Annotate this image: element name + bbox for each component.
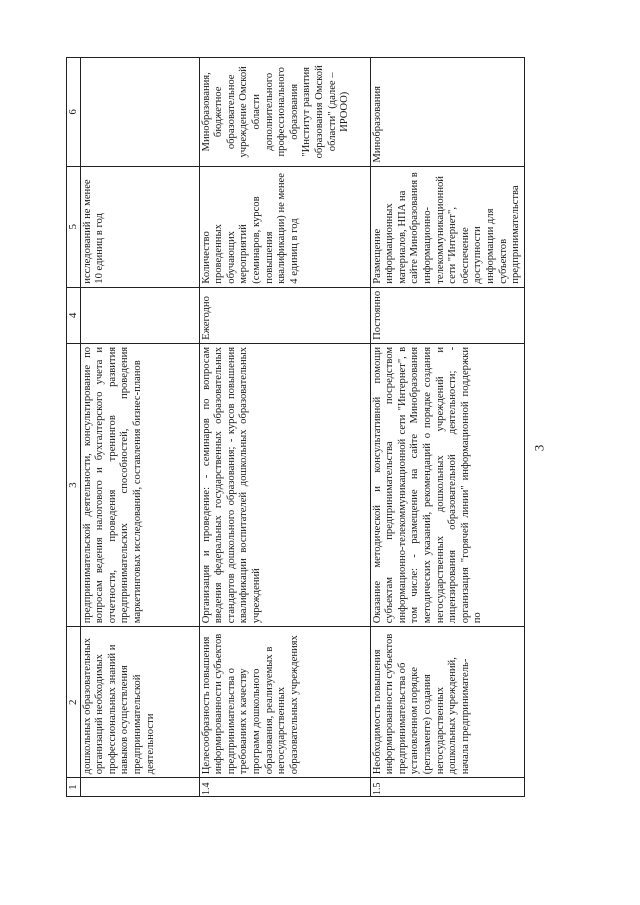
program-table bbox=[66, 57, 525, 797]
measure-cell: Организация и проведение: - семинаров по вопросам введения федеральных государственных образовательных стандартов дошкольного образования; - курсов повышения квалификации воспитателей дошкольных образовательных учреждений bbox=[199, 343, 370, 626]
measure-cell: Оказание методической и консультативной помощи субъектам предпринимательства посредством информационно-телекоммуникационной сети "Интернет", в том числе: - размещение на сайте Минобразования методических указаний, рекомендаций о порядке создания негосударственных дошкольных учреждений и лицензирования образовательной деятельности; - организация "горячей линии" информационной поддержки по bbox=[370, 343, 524, 626]
indicator-cell: Размещение информационных материалов, НПА на сайте Минобразования в информационно-телекоммуникационной сети "Интернет", обеспечение доступности информации для субъектов предпринимательства bbox=[370, 166, 524, 287]
header-col-5: 5 bbox=[67, 166, 81, 287]
header-col-6: 6 bbox=[67, 58, 81, 167]
header-row bbox=[67, 58, 81, 797]
responsible-cell: Минобразования, бюджетное образовательное учреждение Омской области дополнительного профессионального образования "Институт развития образования Омской области" (далее – ИРООО) bbox=[199, 58, 370, 167]
responsible-cell bbox=[80, 58, 199, 167]
program-table-wrapper bbox=[66, 57, 522, 797]
row-number: 1.4 bbox=[199, 778, 370, 797]
header-col-3: 3 bbox=[67, 343, 81, 626]
responsible-cell: Минобразования bbox=[370, 58, 524, 167]
term-cell: Постоянно bbox=[370, 287, 524, 343]
header-col-4: 4 bbox=[67, 287, 81, 343]
term-cell bbox=[80, 287, 199, 343]
problem-cell: дошкольных образовательных организаций необходимых профессиональных знаний и навыков осуществления предпринимательской деятельности bbox=[80, 627, 199, 778]
table-row bbox=[370, 58, 524, 797]
problem-cell: Целесообразность повышения информированности субъектов предпринимательства о требованиях к качеству программ дошкольного образования, реализуемых в негосударственных образовательных учреждениях bbox=[199, 627, 370, 778]
table-row bbox=[199, 58, 370, 797]
indicator-cell: исследований не менее 10 единиц в год bbox=[80, 166, 199, 287]
term-cell: Ежегодно bbox=[199, 287, 370, 343]
row-number bbox=[80, 778, 199, 797]
header-col-2: 2 bbox=[67, 627, 81, 778]
indicator-cell: Количество проведенных обучающих мероприятий (семинаров, курсов повышения квалификации) не менее 4 единиц в год bbox=[199, 166, 370, 287]
measure-cell: предпринимательской деятельности, консультирование по вопросам ведения налогового и бухгалтерского учета и отчетности, проведения тренингов развития предпринимательских способностей, проведения маркетинговых исследований, составления бизнес-планов bbox=[80, 343, 199, 626]
page-number: 3 bbox=[531, 444, 547, 452]
problem-cell: Необходимость повышения информированности субъектов предпринимательства об установленном порядке (регламенте) создания негосударственных дошкольных учреждений, начала предприниматель- bbox=[370, 627, 524, 778]
table-row bbox=[80, 58, 199, 797]
row-number: 1.5 bbox=[370, 778, 524, 797]
header-col-1: 1 bbox=[67, 778, 81, 797]
